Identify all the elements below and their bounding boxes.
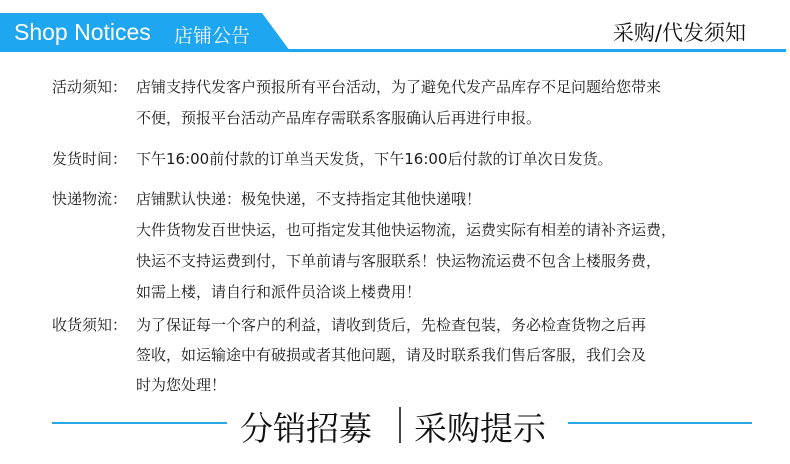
notice-activity (52, 76, 752, 132)
notice-label: 活动须知： (52, 78, 128, 96)
footer (0, 395, 790, 455)
notice-label: 快递物流： (52, 190, 128, 208)
notice-line: 为了保证每一个客户的利益，请收到货后，先检查包装，务必检查货物之后再 (136, 316, 647, 334)
notice-line: 店铺默认快递：极兔快递，不支持指定其他快递哦！ (136, 190, 482, 208)
notice-label: 发货时间： (52, 150, 128, 168)
notice-line: 大件货物发百世快运，也可指定发其他快运物流，运费实际有相差的请补齐运费， (136, 221, 677, 239)
notice-receiving (52, 314, 752, 402)
notice-line: 如需上楼，请自行和派件员洽谈上楼费用！ (136, 283, 422, 301)
header (0, 0, 790, 62)
notice-label: 收货须知： (52, 316, 128, 334)
footer-title-distribution: 分销招募 (240, 409, 372, 448)
notice-line: 时为您处理！ (136, 376, 227, 394)
notice-line: 签收，如运输途中有破损或者其他问题，请及时联系我们售后客服，我们会及 (136, 346, 647, 364)
header-right-title: 采购/代发须知 (612, 21, 746, 45)
footer-line-left (52, 422, 227, 424)
notice-line: 快运不支持运费到付，下单前请与客服联系！快运物流运费不包含上楼服务费， (136, 252, 662, 270)
header-title-cn: 店铺公告 (174, 25, 251, 47)
footer-line-right (568, 422, 752, 424)
notice-logistics (52, 188, 752, 306)
footer-separator (399, 407, 401, 443)
header-underline (0, 49, 786, 52)
notice-line: 下午16:00前付款的订单当天发货，下午16:00后付款的订单次日发货。 (136, 150, 613, 168)
notice-line: 不便，预报平台活动产品库存需联系客服确认后再进行申报。 (136, 109, 542, 127)
notice-line: 店铺支持代发客户预报所有平台活动，为了避免代发产品库存不足问题给您带来 (136, 78, 662, 96)
footer-title-purchase: 采购提示 (414, 409, 546, 448)
notice-shipping-time (52, 148, 752, 174)
header-title-en: Shop Notices (14, 19, 151, 45)
